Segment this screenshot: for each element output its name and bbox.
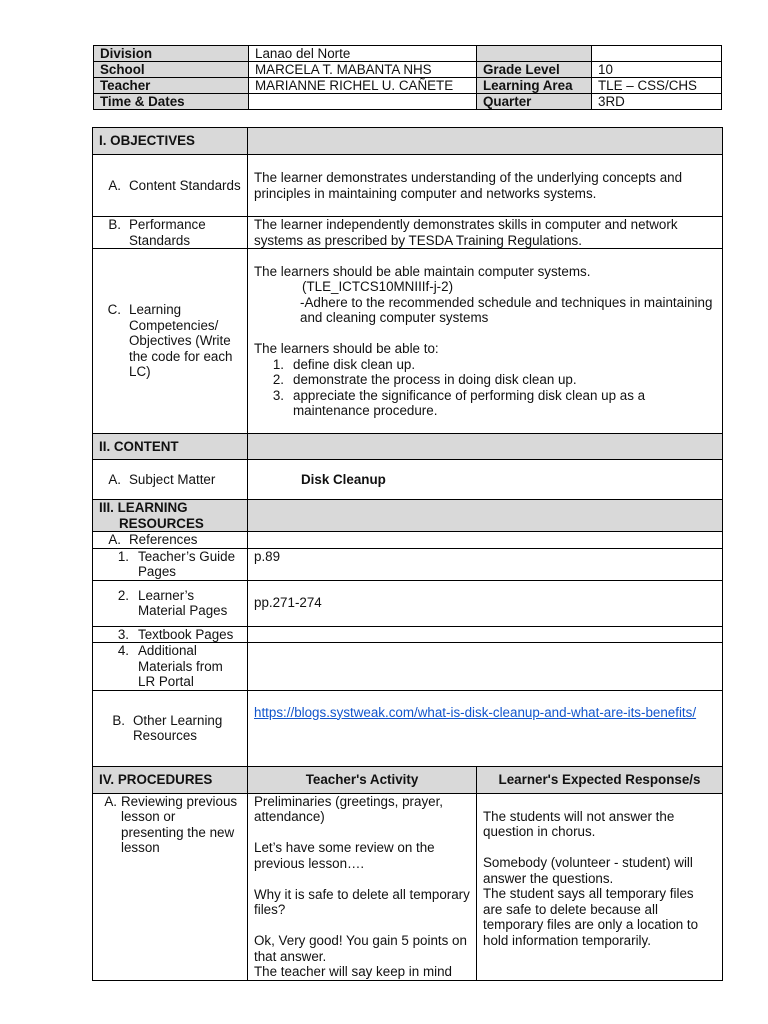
quarter-label: Quarter [477,94,592,110]
objective-item-1-number: 1. [272,356,284,372]
reviewing-lesson-marker: A. [104,793,117,809]
lr-portal-value [248,643,723,691]
competency-code: (TLE_ICTCS10MNIIIf-j-2) [302,279,454,294]
references-label: References [129,532,198,547]
header-empty-label [477,46,592,62]
subject-matter-marker: A. [108,471,121,487]
learning-competencies-label: Learning Competencies/ Objectives (Write the code for each LC) [129,302,233,380]
subject-matter-value: Disk Cleanup [248,460,723,500]
lesson-plan-table [92,127,723,981]
reviewing-lesson-label: Reviewing previous lesson or presenting the new lesson [121,793,238,855]
teachers-guide-value: p.89 [248,548,723,580]
objectives-heading: I. OBJECTIVES [93,128,248,155]
objectives-heading-blank [248,128,723,155]
performance-standards-cell [93,217,248,249]
teacher-preliminaries: Preliminaries (greetings, prayer, attendance) [254,793,444,824]
learner-response-cell [477,793,723,980]
competency-intro: The learners should be able maintain computer systems. [254,263,591,279]
other-resources-value [248,690,723,766]
teacher-praise: Ok, Very good! You gain 5 points on that answer. [254,933,467,964]
teacher-activity-header: Teacher's Activity [248,766,477,793]
reviewing-lesson-cell [93,793,248,980]
school-value: MARCELA T. MABANTA NHS [249,62,477,78]
performance-standards-marker: B. [108,217,121,232]
content-standards-label: Content Standards [129,177,241,193]
header-table [93,45,722,110]
learner-no-chorus: The students will not answer the question in chorus. [483,808,675,839]
performance-standards-label: Performance Standards [129,217,206,248]
objective-item-3-text: appreciate the significance of performing disk clean up as a maintenance procedure. [293,387,646,418]
textbook-pages-label: Textbook Pages [138,626,234,642]
references-value [248,532,723,549]
textbook-pages-cell [93,626,248,643]
procedures-heading: IV. PROCEDURES [93,766,248,793]
learner-answer: The student says all temporary files are safe to delete because all temporary files are only a location to hold information temporarily. [483,886,699,948]
resources-heading-line1: III. LEARNING [99,500,188,515]
learners-material-cell [93,580,248,626]
teacher-value: MARIANNE RICHEL U. CAÑETE [249,78,477,94]
school-label: School [94,62,249,78]
learning-competencies-cell [93,249,248,434]
objective-item-3 [254,388,716,419]
content-standards-text: The learner demonstrates understanding of the underlying concepts and principles in maintaining computer and networks systems. [248,155,723,217]
teacher-activity-cell [248,793,477,980]
textbook-pages-value [248,626,723,643]
division-value: Lanao del Norte [249,46,477,62]
header-empty-value [592,46,722,62]
teachers-guide-cell [93,548,248,580]
teachers-guide-marker: 1. [117,548,129,564]
content-heading: II. CONTENT [93,434,248,460]
resources-heading-blank [248,500,723,532]
learner-response-header: Learner's Expected Response/s [477,766,723,793]
subject-matter-label: Subject Matter [129,471,216,487]
grade-level-label: Grade Level [477,62,592,78]
objective-item-1-text: define disk clean up. [293,356,416,372]
performance-standards-text: The learner independently demonstrates skills in computer and network systems as prescribed by TESDA Training Regulations. [248,217,723,249]
objective-item-3-number: 3. [272,387,284,403]
objective-item-2-text: demonstrate the process in doing disk clean up. [293,372,577,387]
teacher-keep-in-mind: The teacher will say keep in mind [254,964,452,979]
time-dates-label: Time & Dates [94,94,249,110]
learner-volunteer: Somebody (volunteer - student) will answer the questions. [483,855,693,886]
objective-item-2-number: 2. [272,372,284,387]
references-cell [93,532,248,549]
objectives-intro: The learners should be able to: [254,341,439,356]
competency-adhere: -Adhere to the recommended schedule and techniques in maintaining and cleaning computer systems [300,294,713,325]
learning-area-value: TLE – CSS/CHS [592,78,722,94]
subject-matter-cell [93,460,248,500]
references-marker: A. [108,532,121,547]
textbook-pages-marker: 3. [117,626,129,642]
other-resources-cell [93,690,248,766]
grade-level-value: 10 [592,62,722,78]
learning-competencies-text [248,249,723,434]
objective-item-2 [254,372,716,388]
teacher-question: Why it is safe to delete all temporary files? [254,886,470,917]
time-dates-value [249,94,477,110]
other-resources-marker: B. [112,712,125,728]
lr-portal-marker: 4. [117,643,129,658]
content-standards-marker: A. [108,177,121,193]
resources-heading-line2: RESOURCES [119,515,204,531]
learners-material-marker: 2. [117,587,129,603]
learners-material-label: Learner’s Material Pages [138,587,228,618]
learning-area-label: Learning Area [477,78,592,94]
quarter-value: 3RD [592,94,722,110]
resources-heading [93,500,248,532]
lr-portal-label: Additional Materials from LR Portal [138,643,223,689]
teacher-label: Teacher [94,78,249,94]
division-label: Division [94,46,249,62]
teachers-guide-label: Teacher’s Guide Pages [138,548,236,579]
objective-item-1 [254,357,716,373]
teacher-review: Let’s have some review on the previous lesson…. [254,840,435,871]
learners-material-value: pp.271-274 [248,580,723,626]
resource-link[interactable]: https://blogs.systweak.com/what-is-disk-cleanup-and-what-are-its-benefits/ [254,704,697,720]
content-heading-blank [248,434,723,460]
learning-competencies-marker: C. [107,302,121,318]
content-standards-cell [93,155,248,217]
other-resources-label: Other Learning Resources [133,712,223,743]
lr-portal-cell [93,643,248,691]
